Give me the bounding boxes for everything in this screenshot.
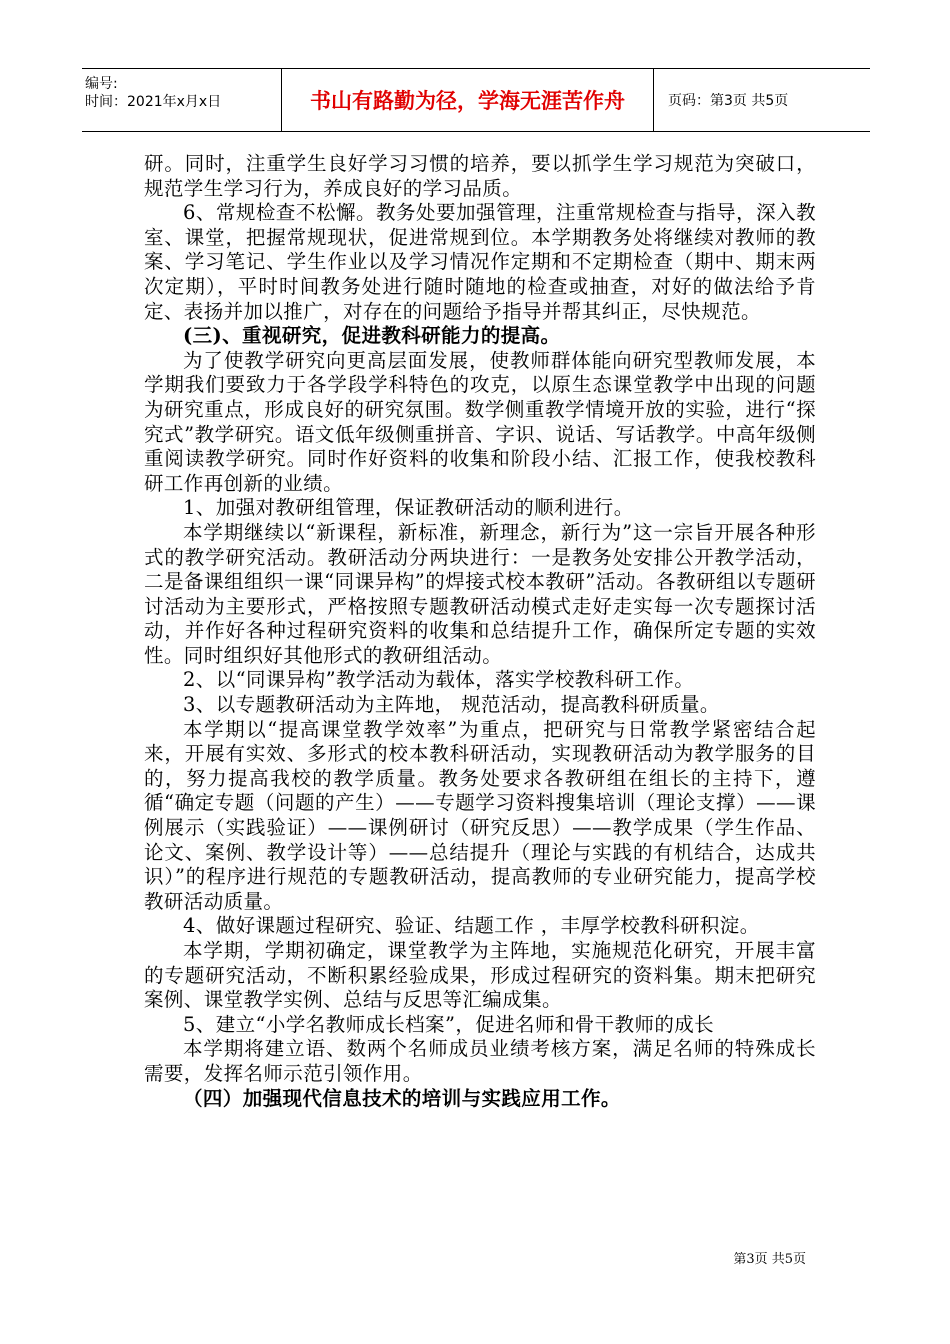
header-motto: 书山有路勤为径，学海无涯苦作舟 bbox=[282, 69, 654, 131]
section-heading: （四）加强现代信息技术的培训与实践应用工作。 bbox=[183, 1086, 621, 1110]
body-paragraph: 本学期以“提高课堂教学效率”为重点，把研究与日常教学紧密结合起来，开展有实效、多形式的校本教科研活动，实现教研活动为教学服务的目的，努力提高我校的教学质量。教务处要求各教研组在组长的主持下，遵循“确定专题（问题的产生）——专题学习资料搜集培训（理论支撑）——课例展示（实践验证）——课例研讨（研究反思）——教学成果（学生作品、论文、案例、教学设计等）——总结提升（理论与实践的有机结合，达成共识）”的程序进行规范的专题教研活动，提高教师的专业研究能力，提高学校教研活动质量。 bbox=[144, 717, 816, 913]
body-paragraph: 本学期，学期初确定，课堂教学为主阵地，实施规范化研究，开展丰富的专题研究活动，不断积累经验成果，形成过程研究的资料集。期末把研究案例、课堂教学实例、总结与反思等汇编成集。 bbox=[144, 939, 816, 1012]
number-label: 编号: bbox=[85, 76, 118, 92]
section-heading: (三)、重视研究，促进教科研能力的提高。 bbox=[183, 324, 561, 348]
document-body bbox=[144, 152, 816, 1111]
subheading: 2、以“同课异构”教学活动为载体，落实学校教科研工作。 bbox=[183, 668, 695, 692]
subheading: 5、建立“小学名教师成长档案”，促进名师和骨干教师的成长 bbox=[183, 1012, 715, 1036]
page-footer: 第3页 共5页 bbox=[733, 1252, 806, 1267]
header-page-info: 页码：第3页 共5页 bbox=[668, 93, 789, 109]
subheading: 1、加强对教研组管理，保证教研活动的顺利进行。 bbox=[183, 496, 634, 520]
page-header bbox=[82, 68, 870, 132]
body-paragraph: 为了使教学研究向更高层面发展，使教师群体能向研究型教师发展，本学期我们要致力于各学段学科特色的攻克，以原生态课堂教学中出现的问题为研究重点，形成良好的研究氛围。数学侧重教学情境开放的实验，进行“探究式”教学研究。语文低年级侧重拼音、字识、说话、写话教学。中高年级侧重阅读教学研究。同时作好资料的收集和阶段小结、汇报工作，使我校教科研工作再创新的业绩。 bbox=[144, 348, 816, 495]
body-paragraph: 6、常规检查不松懈。教务处要加强管理，注重常规检查与指导，深入教室、课堂，把握常规现状，促进常规到位。本学期教务处将继续对教师的教案、学习笔记、学生作业以及学习情况作定期和不定期检查（期中、期末两次定期），平时时间教务处进行随时随地的检查或抽查，对好的做法给予肯定、表扬并加以推广，对存在的问题给予指导并帮其纠正，尽快规范。 bbox=[144, 201, 816, 323]
header-meta bbox=[82, 69, 282, 131]
time-label: 时间：2021年x月x日 bbox=[85, 94, 222, 110]
body-paragraph: 研。同时，注重学生良好学习习惯的培养，要以抓学生学习规范为突破口，规范学生学习行为，养成良好的学习品质。 bbox=[144, 152, 816, 200]
subheading: 3、以专题教研活动为主阵地， 规范活动，提高教科研质量。 bbox=[183, 693, 720, 717]
body-paragraph: 本学期继续以“新课程，新标准，新理念，新行为”这一宗旨开展各种形式的教学研究活动。教研活动分两块进行：一是教务处安排公开教学活动，二是备课组组织一课“同课异构”的焊接式校本教研”活动。各教研组以专题研讨活动为主要形式，严格按照专题教研活动模式走好走实每一次专题探讨活动，并作好各种过程研究资料的收集和总结提升工作，确保所定专题的实效性。同时组织好其他形式的教研组活动。 bbox=[144, 520, 816, 667]
body-paragraph: 本学期将建立语、数两个名师成员业绩考核方案，满足名师的特殊成长需要，发挥名师示范引领作用。 bbox=[144, 1037, 816, 1085]
subheading: 4、做好课题过程研究、验证、结题工作 ，丰厚学校教科研积淀。 bbox=[183, 914, 760, 938]
